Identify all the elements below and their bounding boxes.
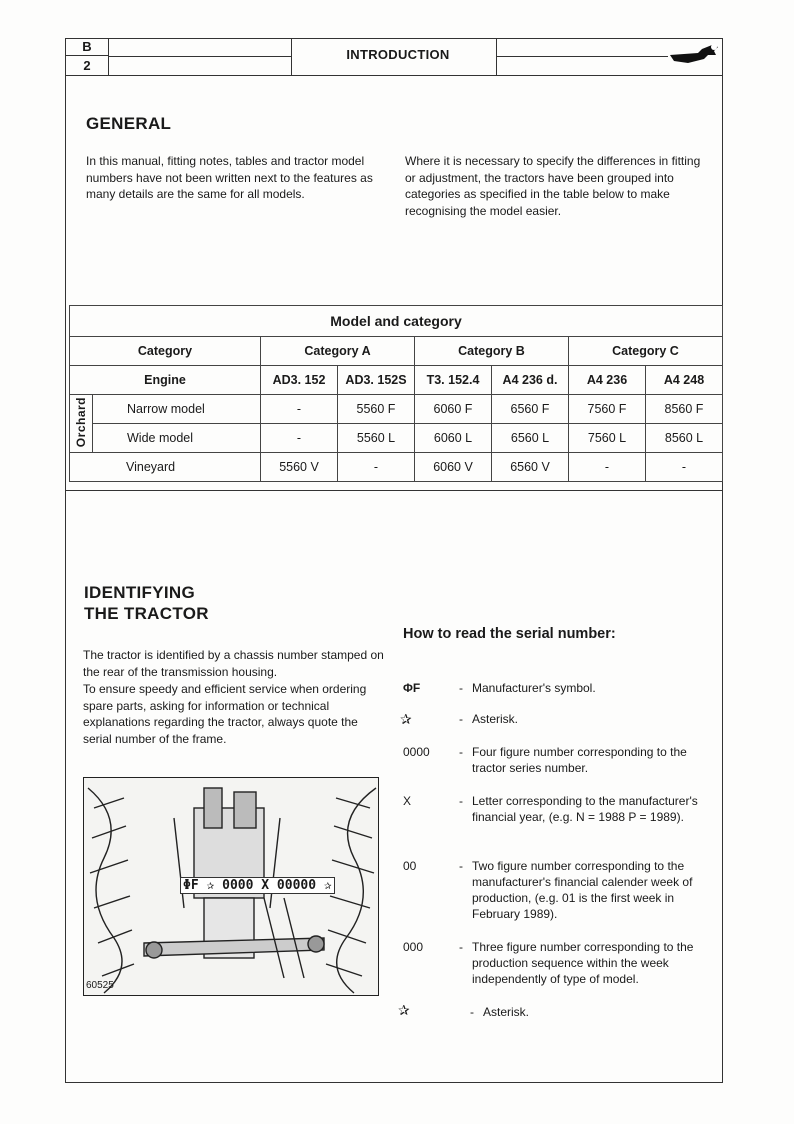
- serial-dash: -: [459, 940, 463, 954]
- serial-dash: -: [459, 794, 463, 808]
- serial-symbol: 000: [403, 940, 424, 954]
- section-letter: B: [65, 38, 109, 56]
- serial-item: [403, 858, 713, 924]
- category-a: Category A: [261, 337, 415, 366]
- header-rule: [496, 56, 668, 57]
- wrench-hand-icon: [668, 41, 720, 76]
- row-label: Vineyard: [70, 453, 261, 482]
- table-row: [70, 453, 723, 482]
- identifying-heading-line1: IDENTIFYING: [84, 583, 195, 602]
- row-label: Wide model: [93, 424, 261, 453]
- table-cell: -: [261, 395, 338, 424]
- serial-dash: -: [470, 1005, 474, 1019]
- row-label: Narrow model: [93, 395, 261, 424]
- table-cell: -: [261, 424, 338, 453]
- identifying-heading: [84, 582, 209, 624]
- figure-reference: 60525: [86, 980, 114, 991]
- asterisk-icon: ✰: [400, 711, 412, 727]
- general-left-text: In this manual, fitting notes, tables and tractor model numbers have not been written next to the features as many details are the same for all models.: [86, 154, 373, 201]
- serial-desc: Asterisk.: [483, 1005, 530, 1019]
- table-cell: 5560 L: [338, 424, 415, 453]
- serial-item: [400, 711, 710, 731]
- serial-desc: Three figure number corresponding to the production sequence within the week independently of type of model.: [472, 940, 694, 986]
- engine-label: Engine: [70, 366, 261, 395]
- orchard-cell: [70, 395, 93, 453]
- serial-dash: -: [459, 681, 463, 695]
- table-cell: 6060 F: [415, 395, 492, 424]
- serial-symbol: X: [403, 794, 412, 808]
- table-cell: 6560 F: [492, 395, 569, 424]
- model-category-table: [69, 305, 723, 482]
- engine-cell: A4 248: [646, 366, 723, 395]
- table-cell: 6060 V: [415, 453, 492, 482]
- serial-desc: Asterisk.: [472, 712, 519, 726]
- identifying-text-1: The tractor is identified by a chassis number stamped on the rear of the transmission housing.: [83, 648, 384, 679]
- table-cell: 7560 F: [569, 395, 646, 424]
- identifying-text-2: To ensure speedy and efficient service when ordering spare parts, asking for information or technical explanations regarding the tractor, always quote the serial number of the frame.: [83, 682, 367, 746]
- section-box: [65, 38, 109, 75]
- serial-item: [403, 793, 713, 843]
- engine-cell: A4 236: [569, 366, 646, 395]
- serial-item: [403, 744, 713, 778]
- serial-item: [398, 1002, 708, 1022]
- serial-desc: Manufacturer's symbol.: [472, 681, 596, 695]
- serial-symbol: 0000: [403, 745, 430, 759]
- table-cell: 8560 L: [646, 424, 723, 453]
- engine-cell: AD3. 152: [261, 366, 338, 395]
- serial-symbol: 00: [403, 859, 417, 873]
- tractor-illustration: [83, 777, 379, 996]
- category-c: Category C: [569, 337, 723, 366]
- table-cell: 6560 V: [492, 453, 569, 482]
- serial-dash: -: [459, 712, 463, 726]
- serial-title: How to read the serial number:: [403, 626, 616, 642]
- serial-dash: -: [459, 745, 463, 759]
- table-cell: -: [338, 453, 415, 482]
- section-divider: [65, 490, 723, 491]
- table-title: Model and category: [70, 306, 723, 337]
- category-label: Category: [70, 337, 261, 366]
- serial-dash: -: [459, 859, 463, 873]
- table-row: [70, 395, 723, 424]
- general-right-text: Where it is necessary to specify the differences in fitting or adjustment, the tractors have been grouped into categories as specified in the table below to make recognising the model easier.: [405, 154, 701, 218]
- table-cell: 5560 V: [261, 453, 338, 482]
- header-rule: [109, 56, 291, 57]
- serial-symbol: ΦF: [403, 681, 421, 695]
- table-cell: 7560 L: [569, 424, 646, 453]
- table-cell: -: [569, 453, 646, 482]
- serial-number-plate: ΦF ✰ 0000 X 00000 ✰: [180, 877, 335, 894]
- engine-cell: A4 236 d.: [492, 366, 569, 395]
- table-row: [70, 424, 723, 453]
- table-cell: 6560 L: [492, 424, 569, 453]
- table-cell: 5560 F: [338, 395, 415, 424]
- serial-item: [403, 680, 713, 700]
- page-number: 2: [83, 58, 91, 73]
- engine-cell: AD3. 152S: [338, 366, 415, 395]
- category-b: Category B: [415, 337, 569, 366]
- table-cell: 6060 L: [415, 424, 492, 453]
- table-cell: 8560 F: [646, 395, 723, 424]
- engine-cell: T3. 152.4: [415, 366, 492, 395]
- general-heading: GENERAL: [86, 114, 172, 133]
- serial-desc: Two figure number corresponding to the manufacturer's financial calender week of production, (e.g. 01 is the first week in February 1989).: [472, 859, 693, 921]
- page-header: [65, 38, 723, 76]
- serial-item: [403, 939, 713, 989]
- orchard-label: Orchard: [74, 396, 88, 448]
- page-title: INTRODUCTION: [346, 47, 450, 62]
- serial-desc: Letter corresponding to the manufacturer's financial year, (e.g. N = 1988 P = 1989).: [472, 794, 698, 824]
- identifying-heading-line2: THE TRACTOR: [84, 604, 209, 623]
- table-cell: -: [646, 453, 723, 482]
- asterisk-icon: ✰: [398, 1002, 410, 1018]
- serial-desc: Four figure number corresponding to the tractor series number.: [472, 745, 687, 775]
